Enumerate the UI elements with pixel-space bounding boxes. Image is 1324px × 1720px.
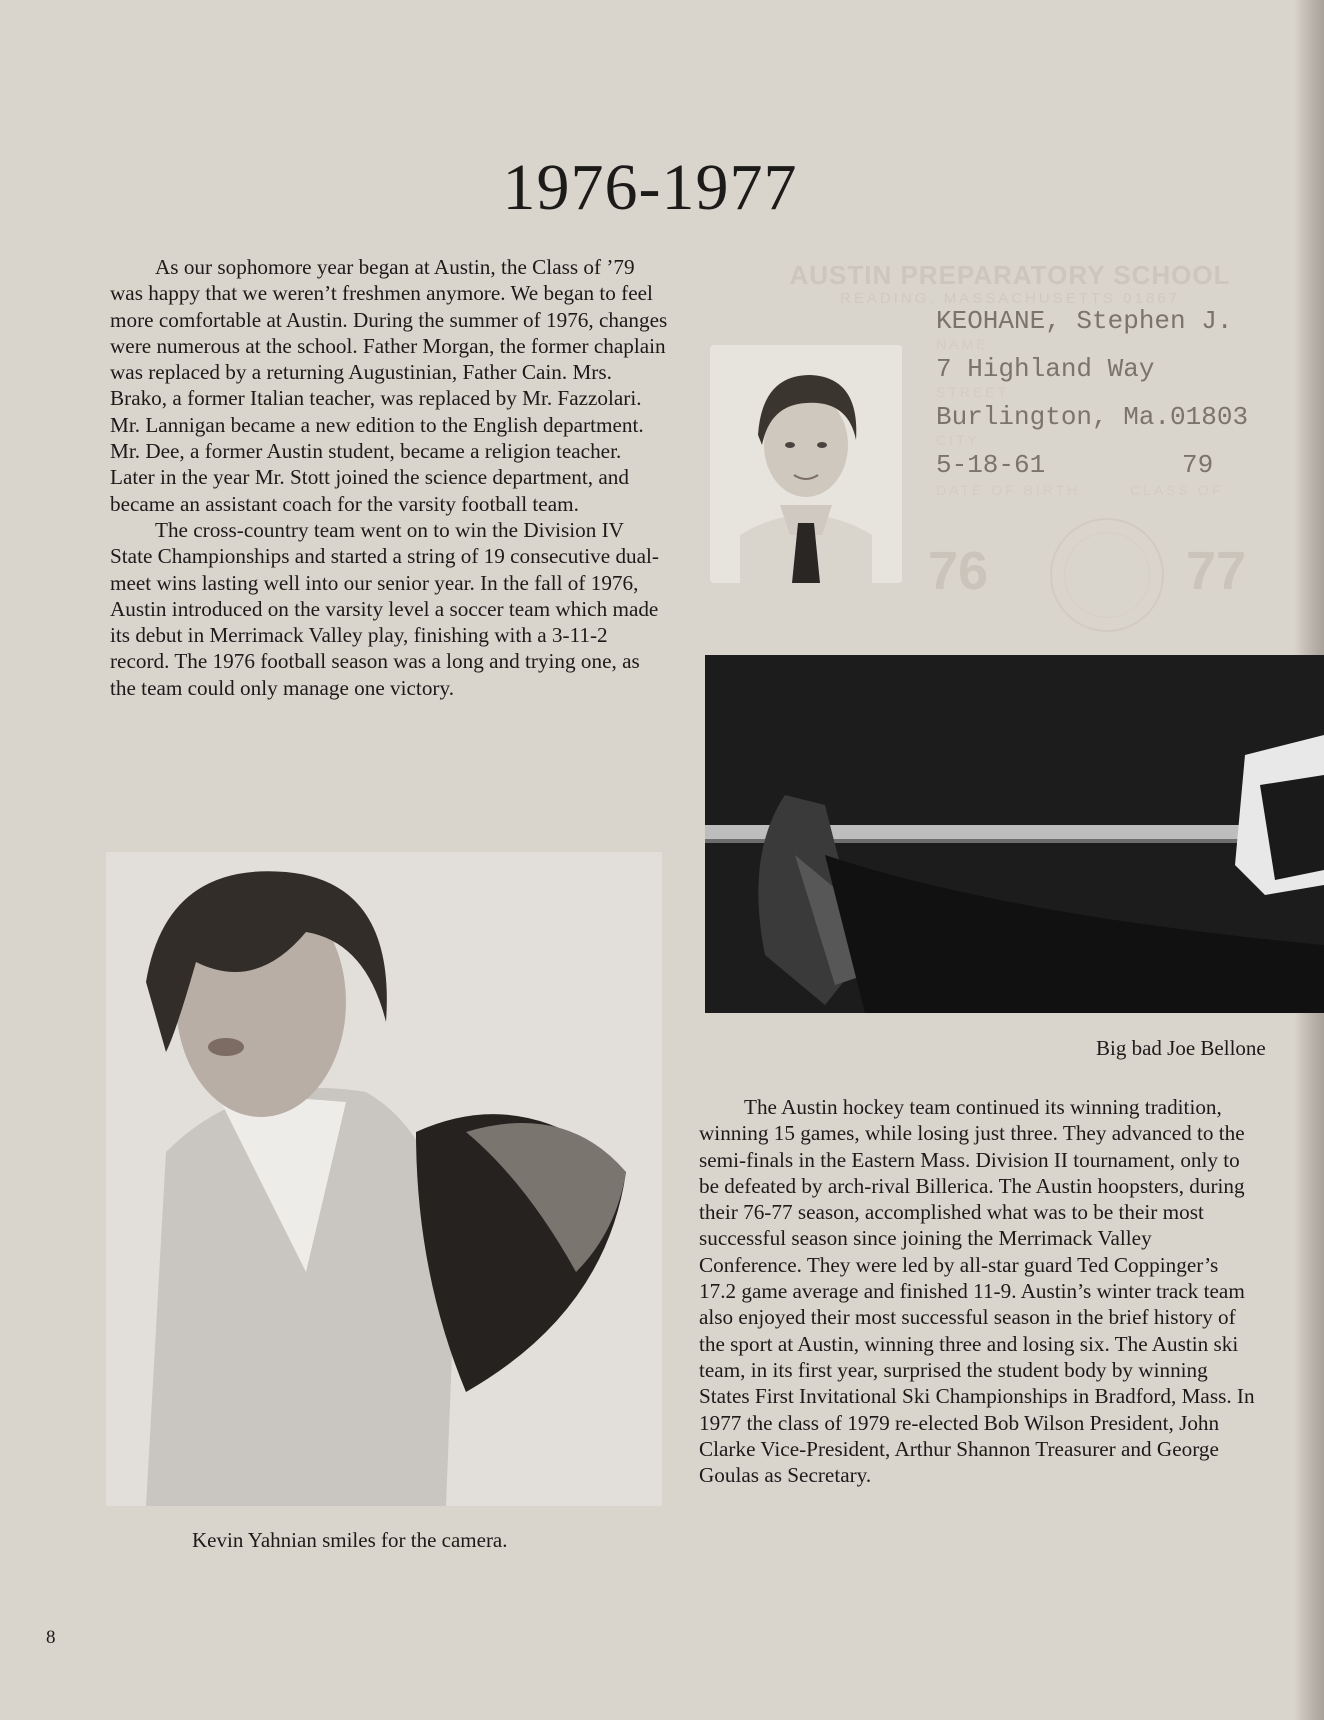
page-number: 8 xyxy=(46,1627,56,1648)
id-city-label: CITY xyxy=(936,432,980,448)
school-seal-icon xyxy=(1050,518,1164,632)
photo-joe-bellone xyxy=(705,655,1324,1013)
paragraph: As our sophomore year began at Austin, the Class of ’79 was happy that we weren’t freshmen anymore. We began to feel more comfortable at Austin. During the summer of 1976, changes were numerous at the school. Father Morgan, the former chaplain was replaced by a returning Augustinian, Father Cain. Mrs. Brako, a former Italian teacher, was replaced by Mr. Fazzolari. Mr. Lannigan became a new edition to the English department. Mr. Dee, a former Austin student, became a religion teacher. Later in the year Mr. Stott joined the science department, and became an assistant coach for the varsity football team. xyxy=(110,255,668,516)
student-id-card xyxy=(700,250,1260,630)
id-street-label: STREET xyxy=(936,384,1010,400)
kevin-portrait-image xyxy=(106,852,662,1506)
page-title: 1976-1977 xyxy=(502,151,798,224)
id-city-value: Burlington, Ma.01803 xyxy=(936,402,1249,432)
id-year-left: 76 xyxy=(928,541,989,601)
id-year-right: 77 xyxy=(1186,541,1247,601)
id-name-label: NAME xyxy=(936,336,989,352)
paragraph: The Austin hockey team continued its winning tradition, winning 15 games, while losing just three. They advanced to the semi-finals in the Eastern Mass. Division II tournament, only to be defeated by arch-rival Billerica. The Austin hoopsters, during their 76-77 season, accomplished what was to be their most successful season since joining the Merrimack Valley Conference. They were led by all-star guard Ted Coppinger’s 17.2 game average and finished 11-9. Austin’s winter track team also enjoyed their most successful season in the brief history of the sport at Austin, winning three and losing six. The Austin ski team, in its first year, surprised the student body by winning States First Invitational Ski Championships in Bradford, Mass. In 1977 the class of 1979 re-elected Bob Wilson President, John Clarke Vice-President, Arthur Shannon Treasurer and George Goulas as Secretary. xyxy=(699,1095,1255,1488)
id-class-value: 79 xyxy=(1182,450,1214,480)
right-column-text xyxy=(699,1094,1259,1488)
caption-kevin: Kevin Yahnian smiles for the camera. xyxy=(192,1528,508,1552)
id-dob-value: 5-18-61 xyxy=(936,450,1046,480)
id-street-value: 7 Highland Way xyxy=(936,354,1155,384)
id-dob-label: DATE OF BIRTH xyxy=(936,482,1081,498)
photo-kevin-yahnian xyxy=(106,852,662,1506)
caption-joe: Big bad Joe Bellone xyxy=(1096,1036,1266,1060)
id-school-location: READING, MASSACHUSETTS 01867 xyxy=(840,290,1180,307)
id-name-value: KEOHANE, Stephen J. xyxy=(936,306,1233,336)
id-photo xyxy=(710,345,902,583)
paragraph: The cross-country team went on to win the Division IV State Championships and started a string of 19 consecutive dual-meet wins lasting well into our senior year. In the fall of 1976, Austin introduced on the varsity level a soccer team which made its debut in Merrimack Valley play, finishing with a 3-11-2 record. The 1976 football season was a long and trying one, as the team could only manage one victory. xyxy=(110,517,659,700)
left-column-text xyxy=(110,254,670,701)
id-class-label: CLASS OF xyxy=(1130,482,1224,498)
student-portrait-image xyxy=(710,345,902,583)
id-school-name: AUSTIN PREPARATORY SCHOOL xyxy=(789,260,1231,290)
feet-on-desk-image xyxy=(705,655,1324,1013)
